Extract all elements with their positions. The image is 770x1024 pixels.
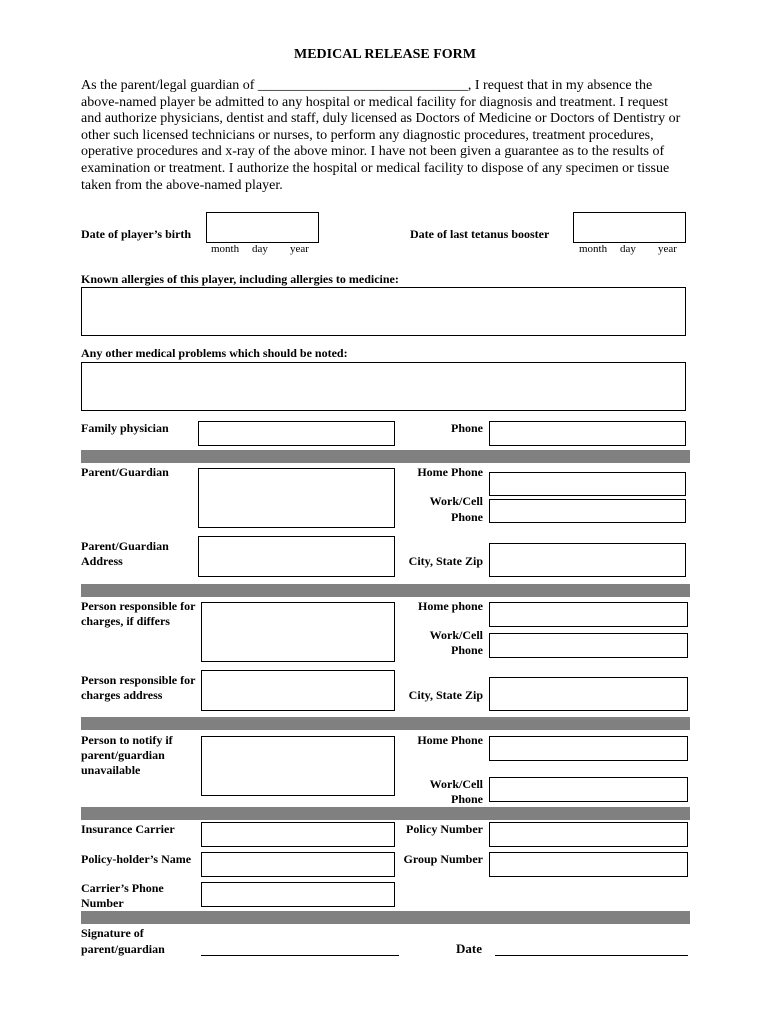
dob-day-hint: day xyxy=(252,243,268,255)
notify-label: Person to notify if xyxy=(81,733,173,747)
notify-work-label: Work/Cell xyxy=(429,777,483,791)
family-physician-label: Family physician xyxy=(81,421,169,435)
group-number-label: Group Number xyxy=(403,852,483,866)
notify-work-label-2: Phone xyxy=(450,792,483,806)
responsible-address-label-2: charges address xyxy=(81,688,163,702)
responsible-work-label: Work/Cell xyxy=(429,628,483,642)
form-title: MEDICAL RELEASE FORM xyxy=(293,47,477,62)
allergies-label: Known allergies of this player, including allergies to medicine: xyxy=(81,272,399,286)
guardian-work-label-2: Phone xyxy=(450,510,483,524)
guardian-name-input[interactable] xyxy=(198,468,395,528)
guardian-address-label-2: Address xyxy=(81,554,123,568)
policy-number-input[interactable] xyxy=(489,822,688,847)
signature-label: Signature of xyxy=(81,926,144,940)
player-name-blank[interactable]: ______________________________ xyxy=(257,78,468,93)
section-divider xyxy=(81,584,690,597)
intro-lead: As the parent/legal guardian of xyxy=(81,78,255,93)
notify-work-phone-input[interactable] xyxy=(489,777,688,802)
guardian-address-label: Parent/Guardian xyxy=(81,539,169,553)
section-divider xyxy=(81,717,690,730)
dob-year-hint: year xyxy=(290,243,309,255)
notify-label-2: parent/guardian xyxy=(81,748,165,762)
dob-month-hint: month xyxy=(211,243,240,255)
responsible-name-label-2: charges, if differs xyxy=(81,614,170,628)
signature-label-2: parent/guardian xyxy=(81,942,165,956)
responsible-address-input[interactable] xyxy=(201,670,395,711)
guardian-home-phone-label: Home Phone xyxy=(417,465,483,479)
tetanus-label: Date of last tetanus booster xyxy=(410,227,550,241)
tetanus-year-hint: year xyxy=(658,243,677,255)
notify-label-3: unavailable xyxy=(81,763,141,777)
insurance-carrier-input[interactable] xyxy=(201,822,395,847)
notify-home-phone-label: Home Phone xyxy=(417,733,483,747)
guardian-home-phone-input[interactable] xyxy=(489,472,686,496)
tetanus-day-hint: day xyxy=(620,243,636,255)
notify-home-phone-input[interactable] xyxy=(489,736,688,761)
guardian-work-phone-input[interactable] xyxy=(489,499,686,523)
responsible-work-phone-input[interactable] xyxy=(489,633,688,658)
responsible-address-label: Person responsible for xyxy=(81,673,196,687)
date-label: Date xyxy=(456,941,482,956)
dob-label: Date of player’s birth xyxy=(81,227,192,241)
intro-paragraph xyxy=(81,78,681,194)
section-divider xyxy=(81,450,690,463)
carrier-phone-input[interactable] xyxy=(201,882,395,907)
tetanus-input[interactable] xyxy=(573,212,686,243)
responsible-home-phone-input[interactable] xyxy=(489,602,688,627)
group-number-input[interactable] xyxy=(489,852,688,877)
responsible-work-label-2: Phone xyxy=(450,643,483,657)
carrier-phone-label-2: Number xyxy=(81,896,124,910)
responsible-city-input[interactable] xyxy=(489,677,688,711)
policy-number-label: Policy Number xyxy=(406,822,483,836)
guardian-name-label: Parent/Guardian xyxy=(81,465,169,479)
intro-rest: , I request that in my absence the above-named player be admitted to any hospital or medical facility for diagnosis and treatment. I request and authorize physicians, dentist and staff, duly licensed as Doctors of Medicine or Doctors of Dentistry or other such licensed technicians or nurses, to perform any diagnostic procedures, treatment procedures, operative procedures and x-ray of the above minor. I have not been given a guarantee as to the results of examination or treatment. I authorize the hospital or medical facility to dispose of any specimen or tissue taken from the above-named player. xyxy=(81,78,681,193)
insurance-carrier-label: Insurance Carrier xyxy=(81,822,175,836)
allergies-input[interactable] xyxy=(81,287,686,336)
guardian-work-label: Work/Cell xyxy=(429,494,483,508)
section-divider xyxy=(81,911,690,924)
guardian-city-input[interactable] xyxy=(489,543,686,577)
family-physician-input[interactable] xyxy=(198,421,395,446)
dob-input[interactable] xyxy=(206,212,319,243)
responsible-city-label: City, State Zip xyxy=(408,688,483,702)
carrier-phone-label: Carrier’s Phone xyxy=(81,881,164,895)
responsible-name-input[interactable] xyxy=(201,602,395,662)
guardian-address-input[interactable] xyxy=(198,536,395,577)
responsible-home-phone-label: Home phone xyxy=(417,599,483,613)
policy-holder-label: Policy-holder’s Name xyxy=(81,852,192,866)
responsible-name-label: Person responsible for xyxy=(81,599,196,613)
medical-problems-label: Any other medical problems which should be noted: xyxy=(81,346,348,360)
physician-phone-input[interactable] xyxy=(489,421,686,446)
physician-phone-label: Phone xyxy=(451,421,484,435)
signature-line[interactable] xyxy=(201,955,399,956)
policy-holder-input[interactable] xyxy=(201,852,395,877)
guardian-city-label: City, State Zip xyxy=(408,554,483,568)
date-line[interactable] xyxy=(495,955,688,956)
section-divider xyxy=(81,807,690,820)
tetanus-month-hint: month xyxy=(579,243,608,255)
notify-name-input[interactable] xyxy=(201,736,395,796)
medical-problems-input[interactable] xyxy=(81,362,686,411)
